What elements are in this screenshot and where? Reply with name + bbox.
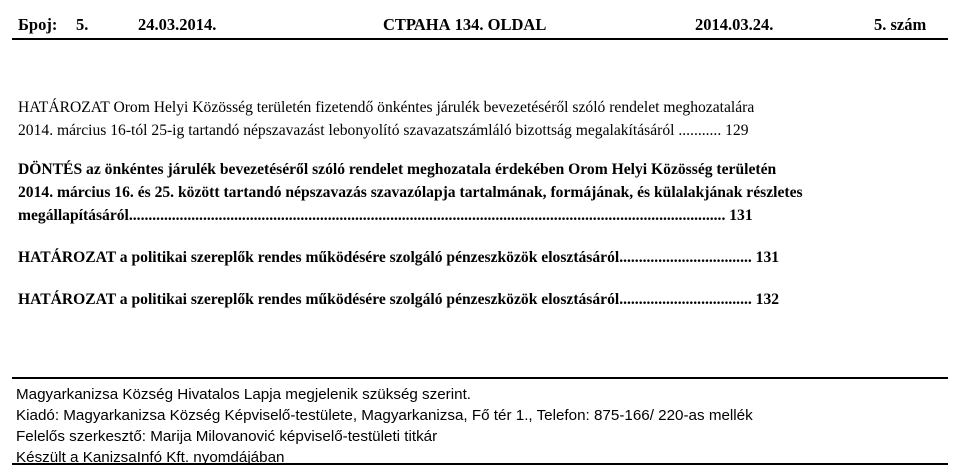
toc-line: 2014. március 16-tól 25-ig tartandó népszavazást lebonyolító szavazatszámláló bizottság megalakításáról ........... 129 xyxy=(18,122,749,139)
toc-line: 2014. március 16. és 25. között tartandó népszavazás szavazólapja tartalmának, formájának, és külalakjának részletes xyxy=(18,184,803,201)
date-serbian: 24.03.2014. xyxy=(138,15,217,34)
page-header xyxy=(12,8,948,40)
toc-entry xyxy=(18,158,934,227)
toc-entry xyxy=(18,246,934,269)
imprint-line: Felelős szerkesztő: Marija Milovanović képviselő-testületi titkár xyxy=(16,428,438,445)
issue-number: 5. xyxy=(76,15,89,34)
page-number: СТРАНА 134. OLDAL xyxy=(383,15,547,34)
imprint-line: Magyarkanizsa Község Hivatalos Lapja megjelenik szükség szerint. xyxy=(16,386,472,403)
toc-line: megállapításáról......................................................................................................................................................... 131 xyxy=(18,207,753,224)
toc-entry xyxy=(18,96,934,142)
imprint-line: Kiadó: Magyarkanizsa Község Képviselő-testülete, Magyarkanizsa, Fő tér 1., Telefon: 875-166/ 220-as mellék xyxy=(16,407,753,424)
imprint-box xyxy=(12,377,948,465)
date-hungarian: 2014.03.24. xyxy=(695,15,774,34)
toc-entry xyxy=(18,288,934,311)
imprint-line: Készült a KanizsaInfó Kft. nyomdájában xyxy=(16,449,285,466)
toc-line: HATÁROZAT a politikai szereplők rendes működésére szolgáló pénzeszközök elosztásáról.................................. 132 xyxy=(18,291,780,308)
toc-line: DÖNTÉS az önkéntes járulék bevezetéséről szóló rendelet meghozatala érdekében Orom Helyi Közösség területén xyxy=(18,161,777,178)
issue-label: Број: xyxy=(18,15,58,34)
issue-hungarian: 5. szám xyxy=(874,15,927,34)
toc-line: HATÁROZAT a politikai szereplők rendes működésére szolgáló pénzeszközök elosztásáról.................................. 131 xyxy=(18,249,780,266)
toc-line: HATÁROZAT Orom Helyi Közösség területén fizetendő önkéntes járulék bevezetéséről szóló rendelet meghozatalára xyxy=(18,99,755,116)
